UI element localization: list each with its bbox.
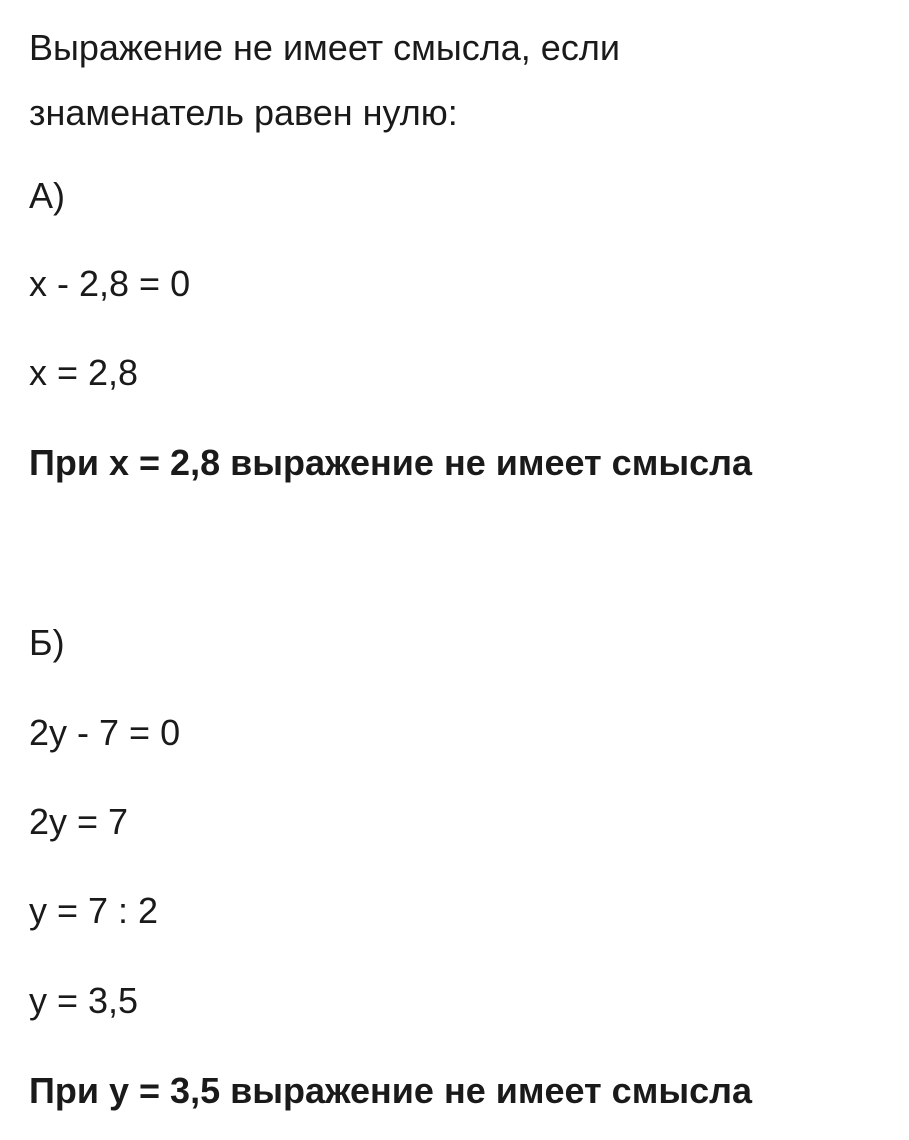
part-a-step-1: x - 2,8 = 0 bbox=[29, 263, 191, 304]
part-a-label: А) bbox=[29, 175, 65, 216]
intro-line-2: знаменатель равен нулю: bbox=[29, 92, 458, 133]
part-b-step-2: 2y = 7 bbox=[29, 801, 129, 842]
part-b-step-4: y = 3,5 bbox=[29, 980, 139, 1021]
intro-line-1: Выражение не имеет смысла, если bbox=[29, 27, 620, 68]
part-b-label: Б) bbox=[29, 622, 65, 663]
part-a-step-2: x = 2,8 bbox=[29, 352, 139, 393]
part-b-conclusion: При y = 3,5 выражение не имеет смысла bbox=[29, 1070, 752, 1111]
part-b-step-1: 2y - 7 = 0 bbox=[29, 712, 181, 753]
part-a-conclusion: При x = 2,8 выражение не имеет смысла bbox=[29, 442, 752, 483]
part-b-step-3: y = 7 : 2 bbox=[29, 890, 159, 931]
